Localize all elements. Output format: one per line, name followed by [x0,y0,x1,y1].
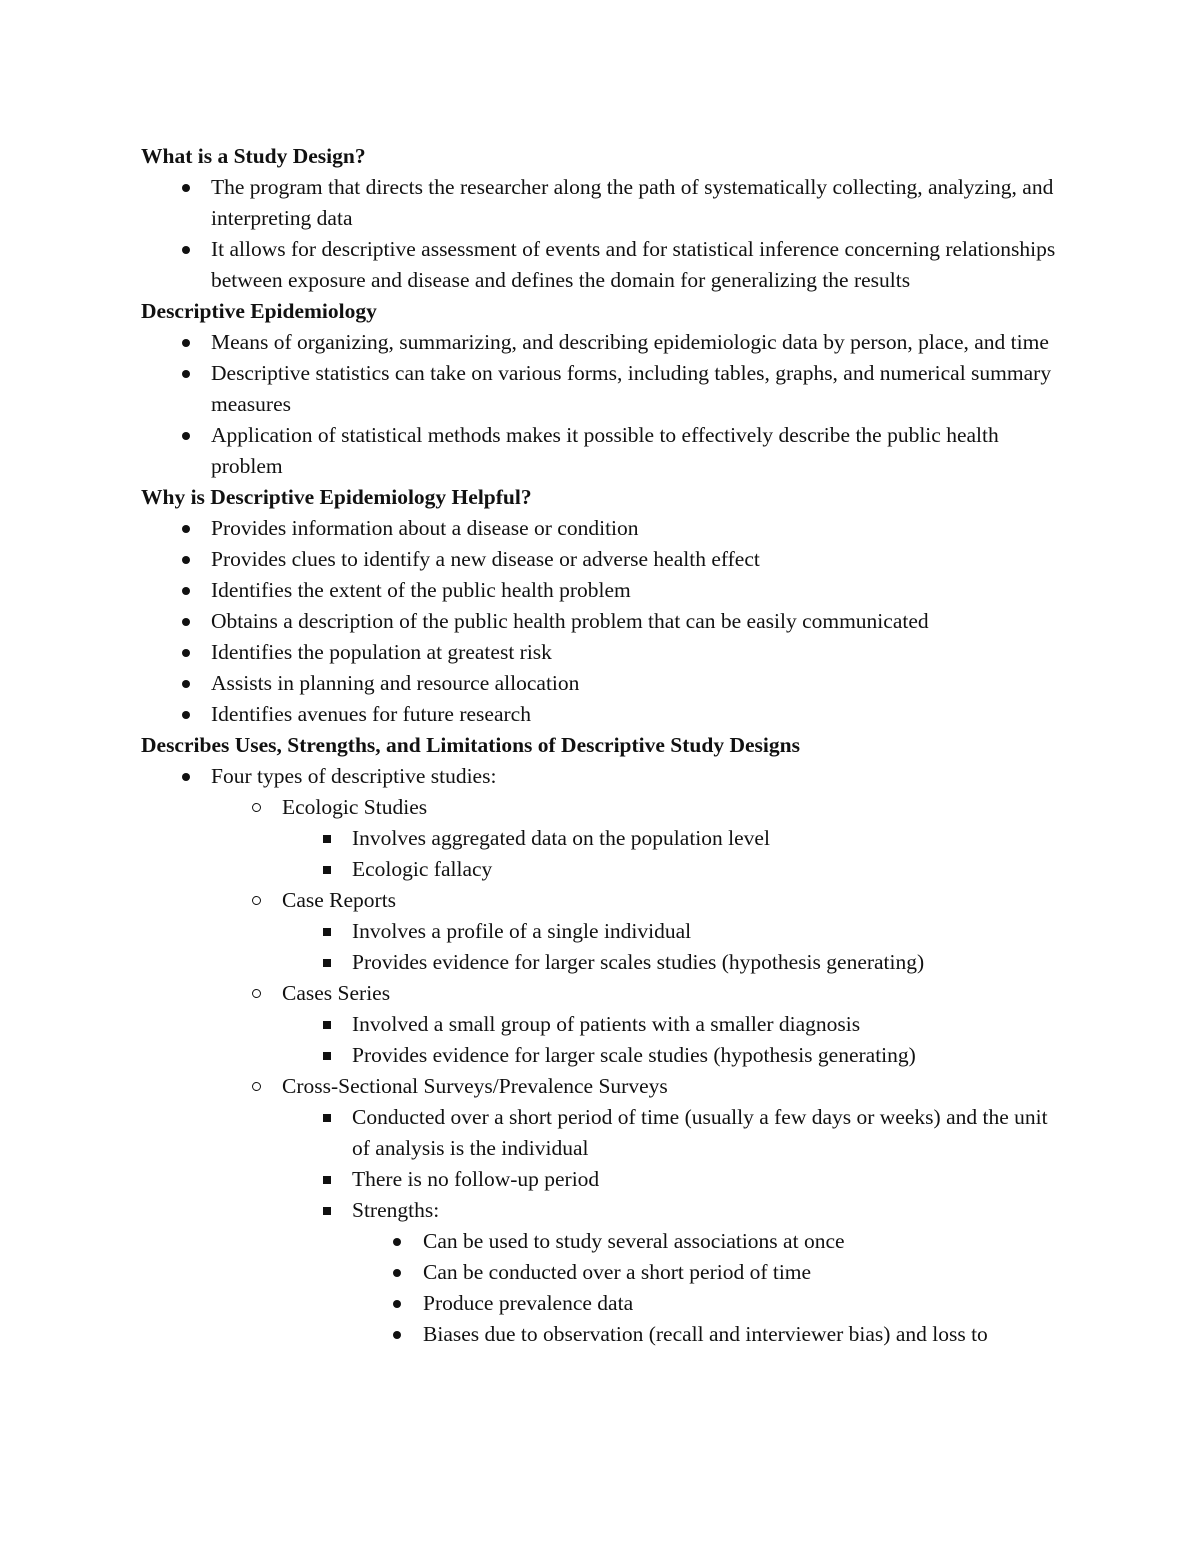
bullet-circle-icon [252,989,261,998]
list-item: Provides clues to identify a new disease or adverse health effect [141,544,1061,575]
heading-uses-strengths: Describes Uses, Strengths, and Limitations of Descriptive Study Designs [141,733,800,757]
bullet-circle-icon [252,896,261,905]
list-item: Cross-Sectional Surveys/Prevalence Surveys [141,1071,1061,1102]
list-item: Identifies the population at greatest risk [141,637,1061,668]
bullet-square-icon [323,1021,331,1029]
list-item: Means of organizing, summarizing, and describing epidemiologic data by person, place, and time [141,327,1061,358]
bullet-square-icon [323,959,331,967]
bullet-dot-icon [393,1300,401,1308]
bullet-square-icon [323,1052,331,1060]
bullet-circle-icon [252,1082,261,1091]
bullet-square-icon [323,866,331,874]
list-item: Produce prevalence data [141,1288,1061,1319]
bullet-dot-icon [182,649,190,657]
bullet-dot-icon [182,339,190,347]
list-item: Involves a profile of a single individual [141,916,1061,947]
bullet-dot-icon [182,773,190,781]
list-descriptive-epidemiology [141,327,1061,482]
list-item: Four types of descriptive studies: [141,761,1061,792]
bullet-dot-icon [182,556,190,564]
list-item: Application of statistical methods makes it possible to effectively describe the public health problem [141,420,1061,482]
list-why-helpful [141,513,1061,730]
bullet-dot-icon [182,680,190,688]
list-item: Identifies avenues for future research [141,699,1061,730]
list-item: Biases due to observation (recall and interviewer bias) and loss to [141,1319,1061,1350]
bullet-circle-icon [252,803,261,812]
list-item: Involved a small group of patients with a smaller diagnosis [141,1009,1061,1040]
list-item: Identifies the extent of the public health problem [141,575,1061,606]
document-content [141,141,1061,1350]
list-item: Provides information about a disease or condition [141,513,1061,544]
heading-why-helpful: Why is Descriptive Epidemiology Helpful? [141,485,532,509]
bullet-dot-icon [393,1269,401,1277]
bullet-dot-icon [182,184,190,192]
list-item: Ecologic fallacy [141,854,1061,885]
bullet-square-icon [323,1114,331,1122]
list-item: Ecologic Studies [141,792,1061,823]
bullet-square-icon [323,928,331,936]
list-item: Strengths: [141,1195,1061,1226]
list-item: The program that directs the researcher along the path of systematically collecting, analyzing, and interpreting data [141,172,1061,234]
list-item: There is no follow-up period [141,1164,1061,1195]
bullet-dot-icon [182,618,190,626]
bullet-dot-icon [393,1238,401,1246]
heading-descriptive-epidemiology: Descriptive Epidemiology [141,299,377,323]
bullet-dot-icon [182,587,190,595]
list-item: Can be used to study several associations at once [141,1226,1061,1257]
bullet-dot-icon [182,370,190,378]
heading-study-design: What is a Study Design? [141,144,366,168]
list-item: Conducted over a short period of time (usually a few days or weeks) and the unit of analysis is the individual [141,1102,1061,1164]
list-study-design [141,172,1061,296]
bullet-dot-icon [182,711,190,719]
bullet-dot-icon [182,525,190,533]
bullet-dot-icon [393,1331,401,1339]
list-item: Descriptive statistics can take on various forms, including tables, graphs, and numerical summary measures [141,358,1061,420]
bullet-dot-icon [182,246,190,254]
list-item: Can be conducted over a short period of time [141,1257,1061,1288]
list-item: Assists in planning and resource allocation [141,668,1061,699]
list-item: Involves aggregated data on the population level [141,823,1061,854]
bullet-dot-icon [182,432,190,440]
bullet-square-icon [323,1207,331,1215]
list-uses-strengths [141,761,1061,1350]
list-item: It allows for descriptive assessment of events and for statistical inference concerning relationships between exposure and disease and defines the domain for generalizing the results [141,234,1061,296]
list-item: Cases Series [141,978,1061,1009]
list-item: Obtains a description of the public health problem that can be easily communicated [141,606,1061,637]
list-item: Case Reports [141,885,1061,916]
bullet-square-icon [323,1176,331,1184]
list-item: Provides evidence for larger scales studies (hypothesis generating) [141,947,1061,978]
bullet-square-icon [323,835,331,843]
list-item: Provides evidence for larger scale studies (hypothesis generating) [141,1040,1061,1071]
